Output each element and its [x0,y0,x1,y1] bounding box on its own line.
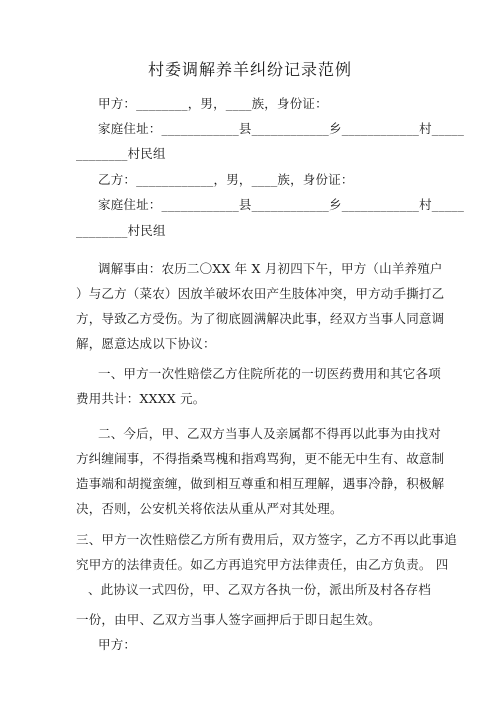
mediation-reason-line-4: 解，愿意达成以下协议： [76,336,216,351]
clause-2-line-4: 决，否则，公安机关将依法从重从严对其处理。 [76,501,343,516]
party-a-info: 甲方：________，男，____族，身份证： [98,96,328,111]
clause-1-line-2: 费用共计：XXXX 元。 [76,391,206,406]
party-a-signature-label: 甲方： [98,637,137,652]
clause-4-line-2: 一份，由甲、乙双方当事人签字画押后于即日起生效。 [76,612,381,627]
clause-2-line-2: 方纠缠闹事，不得指桑骂槐和指鸡骂狗，更不能无中生有、故意制 [76,451,445,466]
mediation-reason-line-1: 调解事由：农历二〇XX 年 X 月初四下午，甲方（山羊养殖户 [98,261,443,276]
party-b-address: 家庭住址：____________县____________乡____________村_____ [98,197,465,212]
document-title: 村委调解养羊纠纷记录范例 [147,60,352,79]
party-b-address-cont: ________村民组 [76,223,166,238]
mediation-reason-line-3: 方，导致乙方受伤。为了彻底圆满解决此事，经双方当事人同意调 [76,311,445,326]
clause-4-line-1: 、此协议一式四份，甲、乙双方各执一份，派出所及村各存档 [88,582,431,597]
clause-1-line-1: 一、甲方一次性赔偿乙方住院所花的一切医药费用和其它各项 [98,366,441,381]
party-b-info: 乙方：____________，男，____族，身份证： [98,172,354,187]
clause-2-line-1: 二、今后，甲、乙双方当事人及亲属都不得再以此事为由找对 [98,426,441,441]
clause-2-line-3: 造事端和胡搅蛮缠，做到相互尊重和相互理解，遇事冷静，积极解 [76,476,445,491]
mediation-reason-line-2: ）与乙方（菜农）因放羊破坏农田产生肢体冲突，甲方动手撕打乙 [76,286,445,301]
party-a-address: 家庭住址：____________县____________乡____________村_____ [98,121,465,136]
party-a-address-cont: ________村民组 [76,146,166,161]
clause-3-line-1: 三、甲方一次性赔偿乙方所有费用后，双方签字，乙方不再以此事追 [76,532,458,547]
clause-3-line-2: 究甲方的法律责任。如乙方再追究甲方法律责任，由乙方负责。 四 [76,557,449,572]
